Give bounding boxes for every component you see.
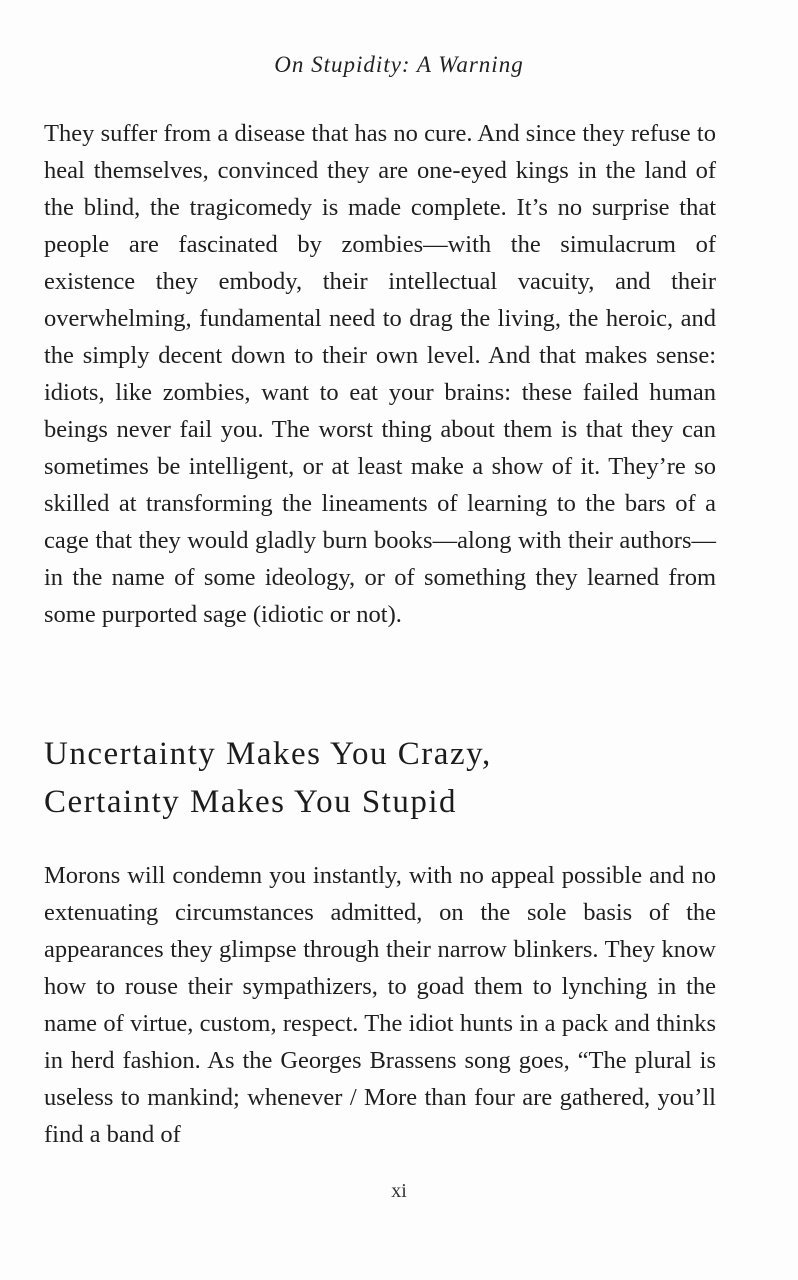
body-paragraph-1: They suffer from a disease that has no cure. And since they refuse to heal themselves, convinced they are one-eyed kings in the land of the blind, the tragicomedy is made complete. It’s no surprise that people are fascinated by zombies—with the simulacrum of existence they embody, their intellectual vacuity, and their overwhelming, fundamental need to drag the living, the heroic, and the simply decent down to their own level. And that makes sense: idiots, like zombies, want to eat your brains: these failed human beings never fail you. The worst thing about them is that they can sometimes be intelligent, or at least make a show of it. They’re so skilled at transforming the lineaments of learning to the bars of a cage that they would gladly burn books—along with their authors—in the name of some ideology, or of something they learned from some purported sage (idiotic or not). [44, 120, 716, 628]
section-heading-line-2: Certainty Makes You Stupid [44, 784, 458, 820]
body-paragraph-2: Morons will condemn you instantly, with no appeal possible and no extenuating circumstances admitted, on the sole basis of the appearances they glimpse through their narrow blinkers. They know how to rouse their sympathizers, to goad them to lynching in the name of virtue, custom, respect. The idiot hunts in a pack and thinks in herd fashion. As the Georges Brassens song goes, “The plural is useless to mankind; whenever / More than four are gathered, you’ll find a band of [44, 862, 716, 1148]
section-heading [44, 730, 744, 826]
running-head: On Stupidity: A Warning [274, 52, 524, 77]
section-heading-line-1: Uncertainty Makes You Crazy, [44, 736, 492, 772]
page-number: xi [391, 1180, 407, 1202]
